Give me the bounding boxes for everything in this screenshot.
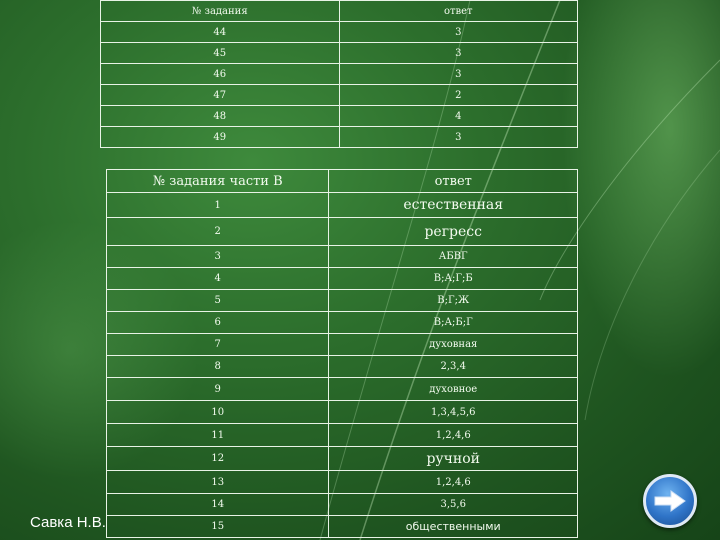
table-row [107, 401, 578, 424]
answer-cell: АБВГ [329, 246, 578, 268]
answer-cell: В;Г;Ж [329, 290, 578, 312]
answer-cell: 3 [339, 64, 577, 85]
task-number-cell: 1 [107, 193, 329, 218]
task-number-cell: 2 [107, 218, 329, 246]
task-number-cell: 5 [107, 290, 329, 312]
task-number-cell: 9 [107, 378, 329, 401]
task-number-cell: 3 [107, 246, 329, 268]
task-number-cell: 12 [107, 447, 329, 471]
next-slide-button[interactable] [643, 474, 697, 528]
arrow-right-icon [653, 489, 687, 513]
answer-cell: 1,2,4,6 [329, 471, 578, 494]
table-row [101, 85, 578, 106]
table-row [101, 127, 578, 148]
background-glow [560, 0, 720, 380]
table-row [107, 356, 578, 378]
table-row [107, 471, 578, 494]
task-number-cell: 8 [107, 356, 329, 378]
answer-cell: В;А;Б;Г [329, 312, 578, 334]
table-row [107, 246, 578, 268]
task-number-cell: 46 [101, 64, 340, 85]
answer-cell: регресс [329, 218, 578, 246]
table-row [101, 64, 578, 85]
answer-cell: 4 [339, 106, 577, 127]
answer-cell: 3 [339, 22, 577, 43]
answers-table-part-b [106, 169, 578, 538]
table-row [101, 22, 578, 43]
task-number-cell: 48 [101, 106, 340, 127]
task-number-cell: 11 [107, 424, 329, 447]
task-number-cell: 47 [101, 85, 340, 106]
answer-cell: 3 [339, 127, 577, 148]
table-row [107, 334, 578, 356]
task-number-cell: 44 [101, 22, 340, 43]
answer-cell: 1,2,4,6 [329, 424, 578, 447]
table-row [101, 43, 578, 64]
task-number-cell: 49 [101, 127, 340, 148]
task-number-cell: 15 [107, 516, 329, 538]
table-row [107, 268, 578, 290]
answer-cell: 2,3,4 [329, 356, 578, 378]
table-row [107, 494, 578, 516]
table-row [107, 447, 578, 471]
header-answer: ответ [329, 170, 578, 193]
task-number-cell: 45 [101, 43, 340, 64]
task-number-cell: 14 [107, 494, 329, 516]
task-number-cell: 4 [107, 268, 329, 290]
table-header-row [107, 170, 578, 193]
answer-cell: ручной [329, 447, 578, 471]
table-row [107, 424, 578, 447]
answer-cell: 3,5,6 [329, 494, 578, 516]
table-row [107, 378, 578, 401]
header-answer: ответ [339, 1, 577, 22]
answer-cell: духовная [329, 334, 578, 356]
answer-cell: 2 [339, 85, 577, 106]
table-row [107, 516, 578, 538]
table-row [107, 290, 578, 312]
table-header-row [101, 1, 578, 22]
header-task-number: № задания части В [107, 170, 329, 193]
answer-cell: естественная [329, 193, 578, 218]
answer-cell: В;А;Г;Б [329, 268, 578, 290]
answers-table-part-a [100, 0, 578, 148]
task-number-cell: 13 [107, 471, 329, 494]
author-label: Савка Н.В. [30, 514, 106, 531]
answer-cell: духовное [329, 378, 578, 401]
table-row [107, 193, 578, 218]
task-number-cell: 10 [107, 401, 329, 424]
table-row [101, 106, 578, 127]
table-row [107, 312, 578, 334]
header-task-number: № задания [101, 1, 340, 22]
answer-cell: общественными [329, 516, 578, 538]
answer-cell: 1,3,4,5,6 [329, 401, 578, 424]
task-number-cell: 7 [107, 334, 329, 356]
task-number-cell: 6 [107, 312, 329, 334]
answer-cell: 3 [339, 43, 577, 64]
table-row [107, 218, 578, 246]
